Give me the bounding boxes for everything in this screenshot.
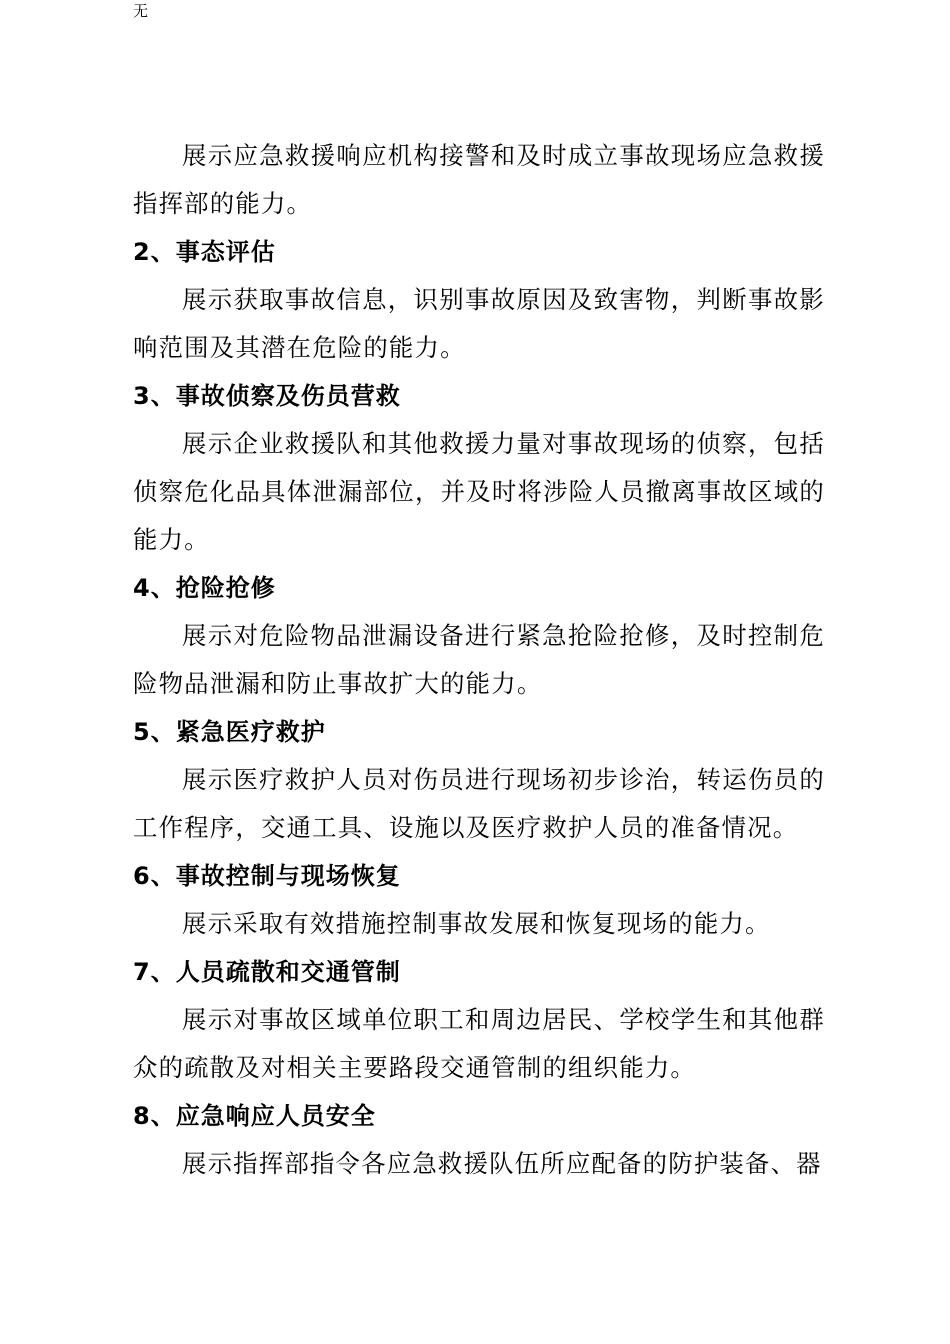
heading-evacuation-traffic: 7、人员疏散和交通管制 <box>133 958 401 986</box>
heading-control-recovery: 6、事故控制与现场恢复 <box>133 862 401 890</box>
paragraph-reconnaissance-rescue: 展示企业救援队和其他救援力量对事故现场的侦察，包括侦察危化品具体泄漏部位，并及时将涉险人员撤离事故区域的能力。 <box>133 429 825 554</box>
paragraph-responder-safety: 展示指挥部指令各应急救援队伍所应配备的防护装备、器 <box>182 1149 822 1178</box>
paragraph-evacuation-traffic: 展示对事故区域单位职工和周边居民、学校学生和其他群众的疏散及对相关主要路段交通管制的组织能力。 <box>133 1005 825 1082</box>
paragraph-control-recovery: 展示采取有效措施控制事故发展和恢复现场的能力。 <box>182 909 771 938</box>
paragraph-command-setup: 展示应急救援响应机构接警和及时成立事故现场应急救援指挥部的能力。 <box>133 141 825 218</box>
heading-emergency-repair: 4、抢险抢修 <box>133 574 276 602</box>
paragraph-emergency-repair: 展示对危险物品泄漏设备进行紧急抢险抢修，及时控制危险物品泄漏和防止事故扩大的能力。 <box>133 621 825 698</box>
heading-medical-care: 5、紧急医疗救护 <box>133 718 326 746</box>
heading-situation-assessment: 2、事态评估 <box>133 238 276 266</box>
page-header-mark: 无 <box>133 2 149 20</box>
paragraph-situation-assessment: 展示获取事故信息，识别事故原因及致害物，判断事故影响范围及其潜在危险的能力。 <box>133 285 825 362</box>
paragraph-medical-care: 展示医疗救护人员对伤员进行现场初步诊治，转运伤员的工作程序，交通工具、设施以及医疗救护人员的准备情况。 <box>133 765 825 842</box>
heading-responder-safety: 8、应急响应人员安全 <box>133 1102 376 1130</box>
document-body <box>133 132 825 1188</box>
heading-reconnaissance-rescue: 3、事故侦察及伤员营救 <box>133 382 401 410</box>
